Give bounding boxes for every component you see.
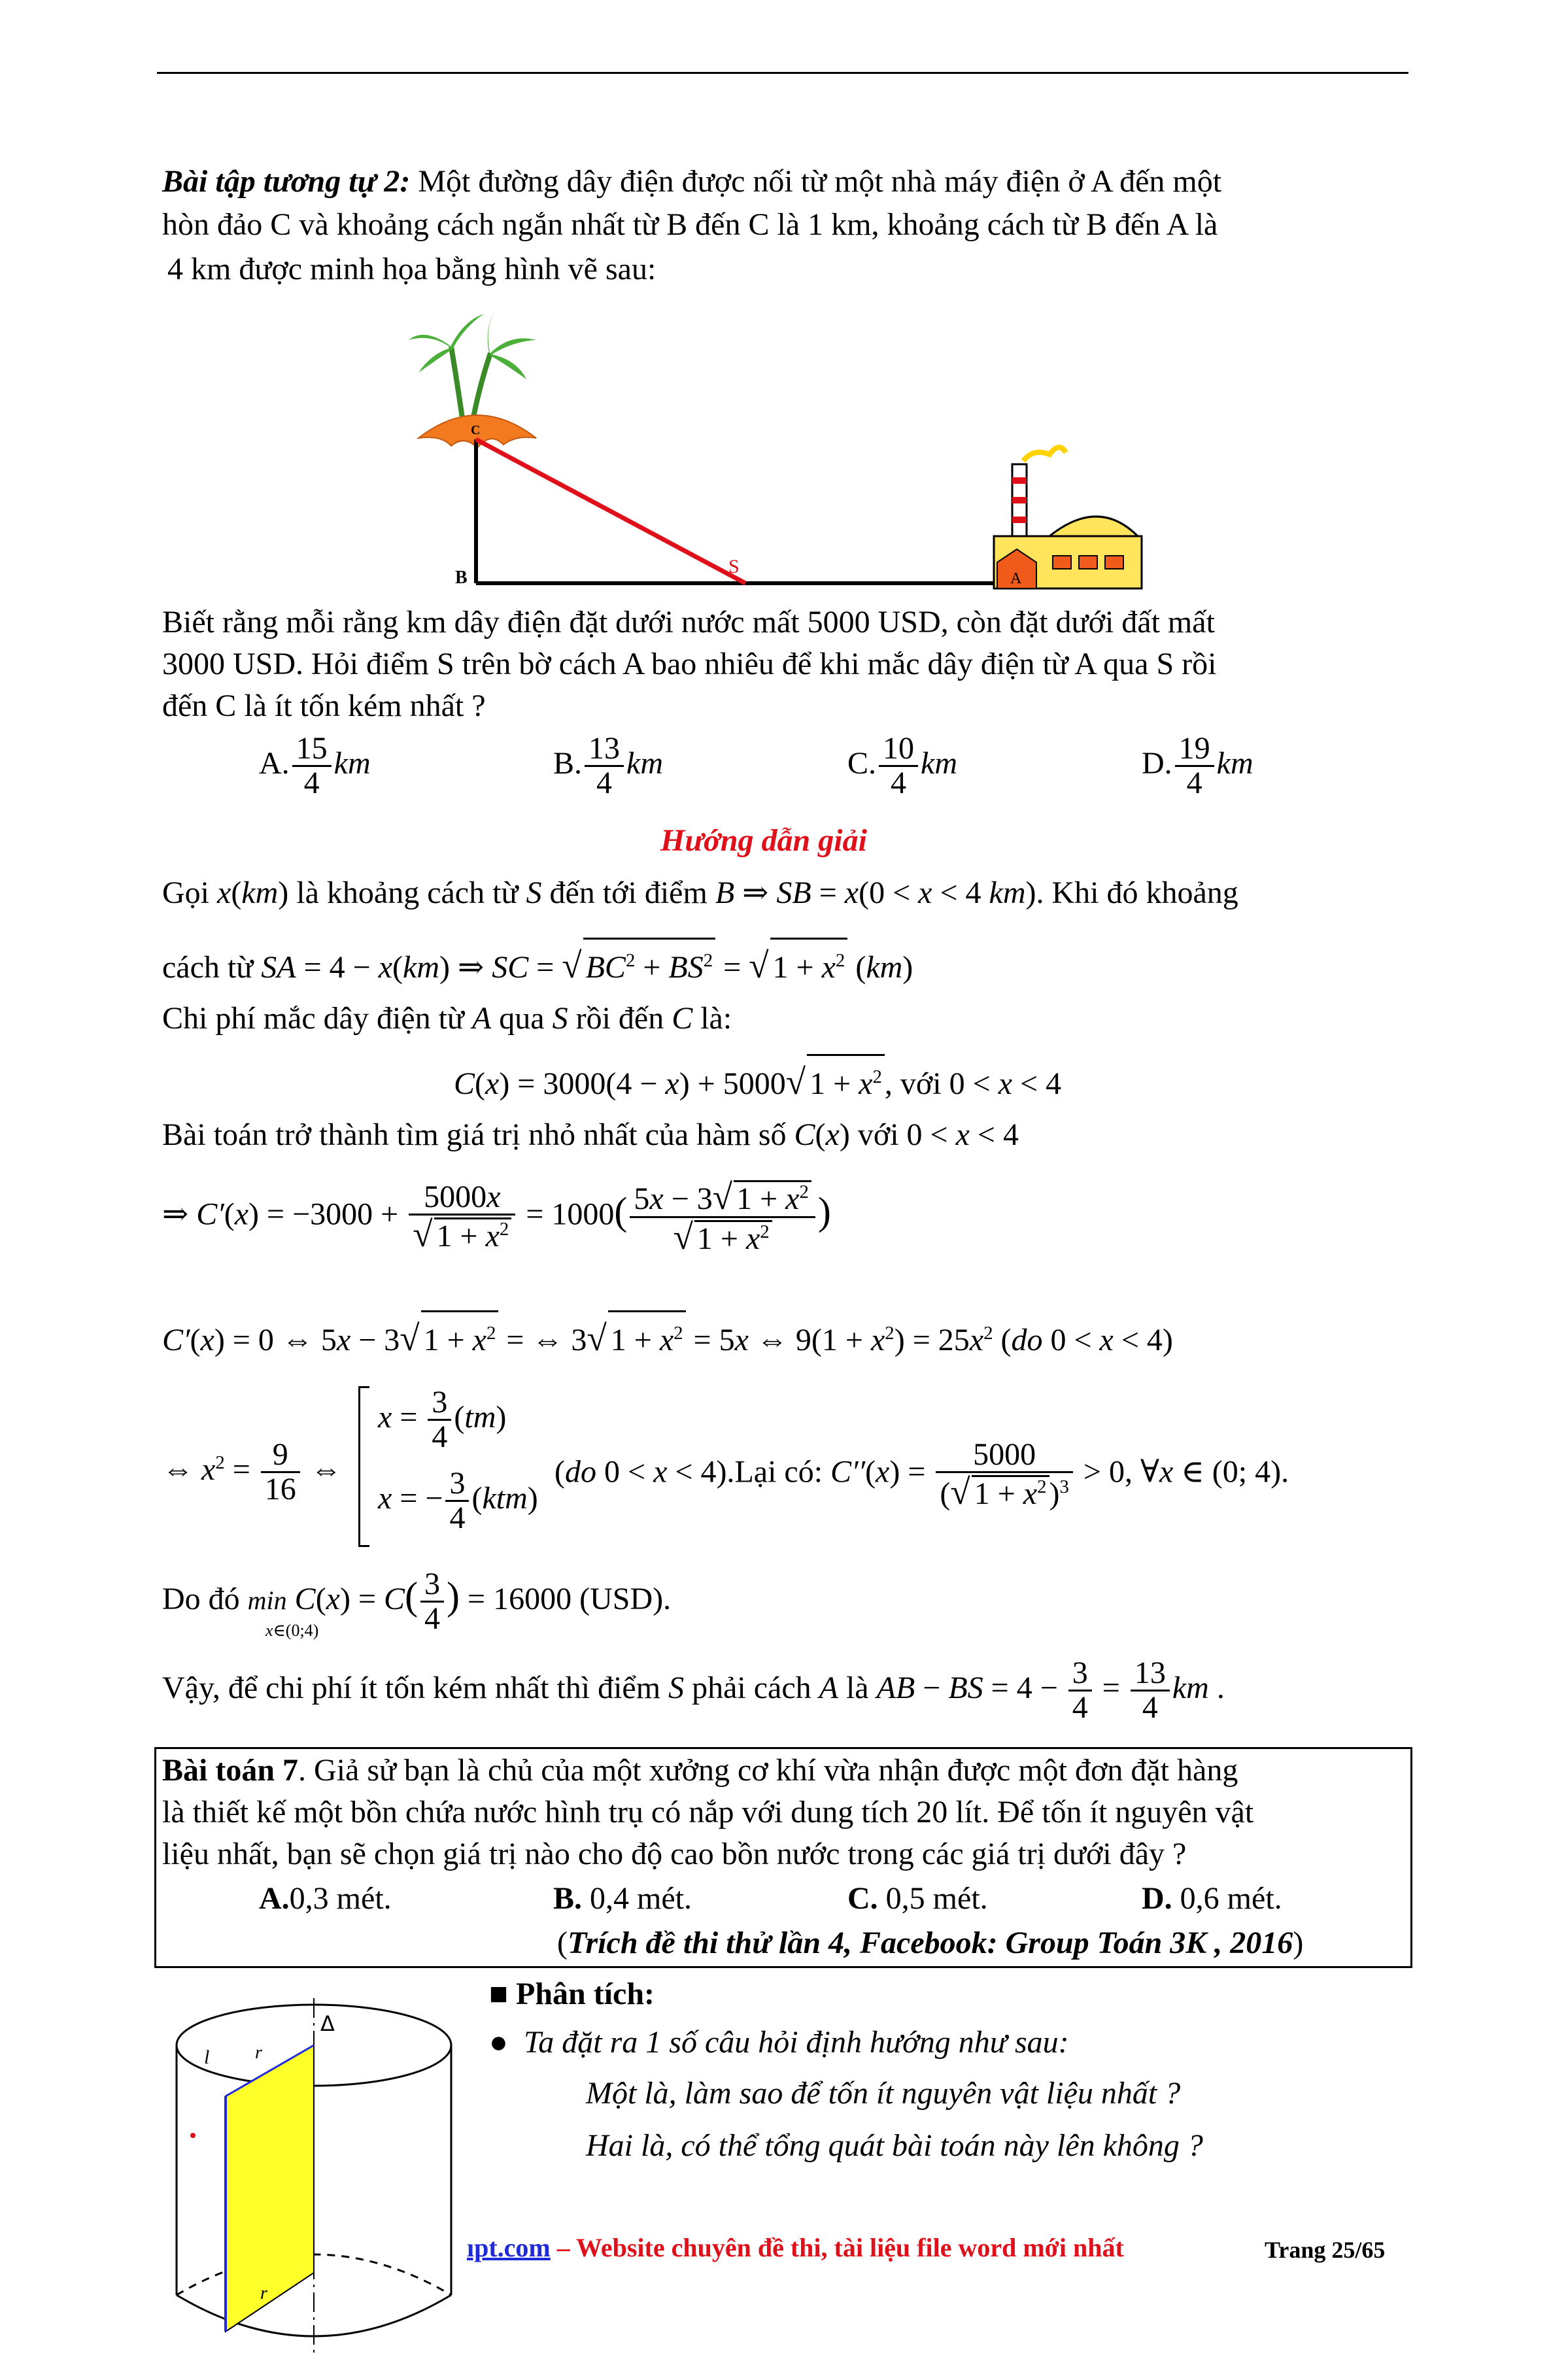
- problem-line-2: 3000 USD. Hỏi điểm S trên bờ cách A bao nhiêu để khi mắc dây điện từ A qua S rồi: [162, 647, 1217, 681]
- label-r: r: [255, 2043, 262, 2063]
- label-S: S: [728, 556, 740, 577]
- analysis-bullet: ● Ta đặt ra 1 số câu hỏi định hướng như sau:: [489, 2025, 1069, 2060]
- label-C: C: [471, 423, 481, 437]
- problem7-line-2: là thiết kế một bồn chứa nước hình trụ có nắp với dung tích 20 lít. Để tốn ít nguyên vật: [162, 1795, 1254, 1829]
- minimum-line: Do đó min x∈(0;4) C(x) = C( $\frac{3}{4}$ ) = 16000 (USD).: [162, 1567, 672, 1640]
- option-d[interactable]: D. $\frac{19}{4}$ km: [1142, 731, 1253, 801]
- cylinder-figure: [163, 1985, 464, 2358]
- palm-tree-icon: [409, 307, 536, 432]
- power-line-figure: [405, 301, 1151, 595]
- option-b[interactable]: B. $\frac{13}{4}$ km: [553, 731, 663, 801]
- power-wire: [476, 439, 745, 583]
- footer-text: – Website chuyên đề thi, tài liệu file word mới nhất: [550, 2233, 1124, 2262]
- solution-line-3: Chi phí mắc dây điện từ A qua S rồi đến C là:: [162, 1001, 732, 1036]
- exercise-label: Bài tập tương tự 2:: [162, 164, 411, 199]
- derivative-line: ⇒ C′(x) = −3000 + $\frac{5000x}{√ 1 + x^2}$ = 1000( $\frac{5x - 3√ 1 + x^2}{√ 1 + x^2}$ ): [162, 1177, 831, 1257]
- analysis-q1: Một là, làm sao để tốn ít nguyên vật liệu nhất ?: [586, 2076, 1181, 2111]
- square-bullet-icon: ■: [489, 1977, 508, 2011]
- problem7-line-3: liệu nhất, bạn sẽ chọn giá trị nào cho độ cao bồn nước trong các giá trị dưới đây ?: [162, 1837, 1187, 1871]
- problem-line-1: Biết rằng mỗi rằng km dây điện đặt dưới nước mất 5000 USD, còn đặt dưới đất mất: [162, 605, 1215, 639]
- factory-icon: [994, 447, 1142, 588]
- options-row: [0, 732, 1568, 817]
- problem7-line-1: Bài toán 7. Giả sử bạn là chủ của một xưởng cơ khí vừa nhận được một đơn đặt hàng: [162, 1753, 1238, 1788]
- label-delta: Δ: [320, 2011, 335, 2036]
- p7-option-a[interactable]: A.0,3 mét.: [259, 1881, 392, 1916]
- solution-line-1: Gọi x(km) là khoảng cách từ S đến tới điểm B ⇒ SB = x(0 < x < 4 km). Khi đó khoảng: [162, 876, 1238, 910]
- footer: [467, 2232, 1124, 2263]
- solution-line-5: Bài toán trở thành tìm giá trị nhỏ nhất của hàm số C(x) với 0 < x < 4: [162, 1117, 1019, 1152]
- p7-option-c[interactable]: C. 0,5 mét.: [847, 1881, 988, 1916]
- label-B: B: [455, 568, 468, 588]
- problem-line-3: đến C là ít tốn kém nhất ?: [162, 688, 486, 723]
- derivative-zero-line: C′(x) = 0 ⇔ 5x − 3√ $1 + x^2$ = ⇔ 3√ $1 + x^2 = 5x$ ⇔ $9(1 + x^2) = 25x^2$ (do 0 < x < 4): [162, 1310, 1173, 1361]
- analysis-q2: Hai là, có thể tổng quát bài toán này lên không ?: [586, 2128, 1203, 2163]
- exercise-text-1: Một đường dây điện được nối từ một nhà máy điện ở A đến một: [418, 164, 1222, 199]
- option-c[interactable]: C. $\frac{10}{4}$ km: [847, 731, 957, 801]
- dot-bullet-icon: ●: [489, 2025, 508, 2060]
- page-number: Trang 25/65: [1265, 2237, 1386, 2263]
- solution-line-2: cách từ SA = 4 − x(km) ⇒ SC = √ $BC^2 + BS^2$ = √ $1 + x^2$ (km): [162, 938, 913, 989]
- option-a[interactable]: A. $\frac{15}{4}$ km: [259, 731, 371, 801]
- p7-option-b[interactable]: B. 0,4 mét.: [553, 1881, 692, 1916]
- footer-link[interactable]: ıpt.com: [467, 2233, 551, 2262]
- exercise-line-3: 4 km được minh họa bằng hình vẽ sau:: [167, 252, 656, 286]
- p7-option-d[interactable]: D. 0,6 mét.: [1142, 1881, 1282, 1916]
- solution-heading: Hướng dẫn giải: [660, 823, 867, 858]
- conclusion-line: Vậy, để chi phí ít tốn kém nhất thì điểm S phải cách A là AB − BS = 4 − $\frac{3}{4}$ = $\frac{13}{4}$ km .: [162, 1656, 1225, 1726]
- analysis-heading: ■ Phân tích:: [489, 1977, 655, 2011]
- problem7-source: (Trích đề thi thử lần 4, Facebook: Group Toán 3K , 2016): [557, 1926, 1304, 1960]
- header-rule: [157, 72, 1408, 74]
- label-r2: r: [260, 2283, 267, 2304]
- label-l: l: [204, 2047, 210, 2068]
- exercise-line-2: hòn đảo C và khoảng cách ngắn nhất từ B đến C là 1 km, khoảng cách từ B đến A là: [162, 207, 1218, 242]
- exercise-line-1: [162, 161, 1221, 203]
- label-A: A: [1010, 570, 1022, 587]
- cost-function: C(x) = 3000(4 − x) + 5000√ $1 + x^2$, với 0 < x < 4: [454, 1054, 1061, 1105]
